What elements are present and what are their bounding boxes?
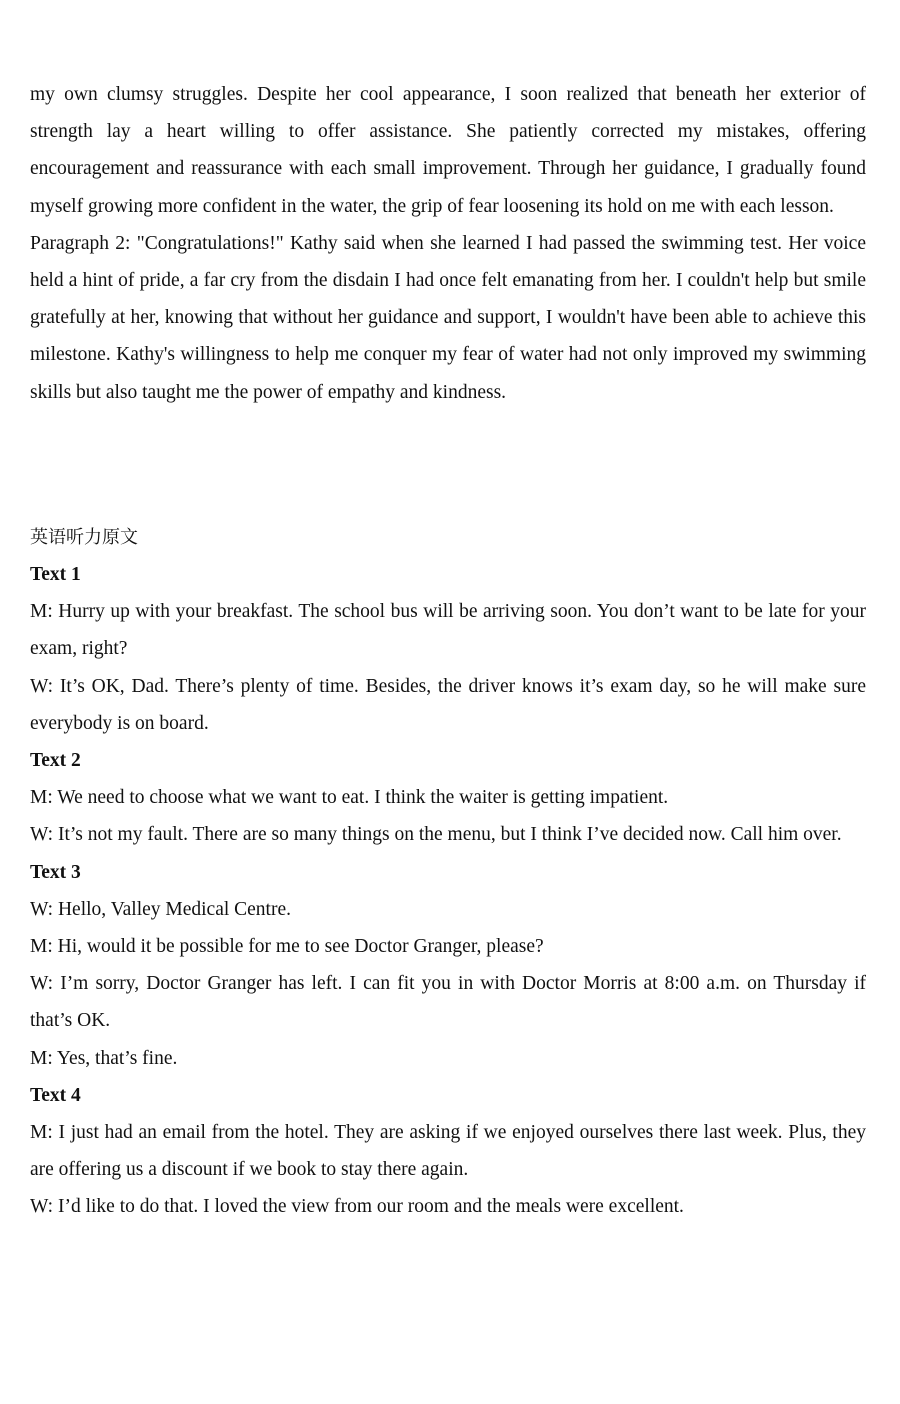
transcript-text-2	[30, 742, 866, 854]
section-spacer	[30, 411, 866, 519]
listening-transcript-title: 英语听力原文	[30, 526, 138, 548]
text-heading: Text 4	[30, 1084, 81, 1106]
dialogue-line: M: Hurry up with your breakfast. The school bus will be arriving soon. You don’t want to be late for your exam, right?	[30, 601, 866, 660]
dialogue-line: W: It’s not my fault. There are so many things on the menu, but I think I’ve decided now. Call him over.	[30, 824, 842, 846]
dialogue-line: M: Yes, that’s fine.	[30, 1047, 178, 1069]
dialogue-line: W: I’m sorry, Doctor Granger has left. I can fit you in with Doctor Morris at 8:00 a.m. on Thursday if that’s OK.	[30, 973, 866, 1032]
dialogue-line: M: I just had an email from the hotel. They are asking if we enjoyed ourselves there last week. Plus, they are offering us a discount if we book to stay there again.	[30, 1122, 866, 1181]
dialogue-line: W: It’s OK, Dad. There’s plenty of time. Besides, the driver knows it’s exam day, so he will make sure everybody is on board.	[30, 675, 866, 734]
text-heading: Text 3	[30, 861, 81, 883]
dialogue-line: W: Hello, Valley Medical Centre.	[30, 898, 292, 920]
dialogue-line: M: Hi, would it be possible for me to see Doctor Granger, please?	[30, 936, 544, 958]
essay-paragraph-1-continuation: my own clumsy struggles. Despite her cool appearance, I soon realized that beneath her exterior of strength lay a heart willing to offer assistance. She patiently corrected my mistakes, offering encouragement and reassurance with each small improvement. Through her guidance, I gradually found myself growing more confident in the water, the grip of fear loosening its hold on me with each lesson.	[30, 84, 866, 217]
transcript-text-4	[30, 1077, 866, 1226]
dialogue-line: W: I’d like to do that. I loved the view from our room and the meals were excellent.	[30, 1196, 684, 1218]
dialogue-line: M: We need to choose what we want to eat. I think the waiter is getting impatient.	[30, 787, 669, 809]
transcript-text-1	[30, 556, 866, 742]
text-heading: Text 1	[30, 564, 81, 586]
essay-paragraph-2: Paragraph 2: "Congratulations!" Kathy said when she learned I had passed the swimming test. Her voice held a hint of pride, a far cry from the disdain I had once felt emanating from her. I couldn't help but smile gratefully at her, knowing that without her guidance and support, I wouldn't have been able to achieve this milestone. Kathy's willingness to help me conquer my fear of water had not only improved my swimming skills but also taught me the power of empathy and kindness.	[30, 232, 866, 403]
transcript-text-3	[30, 854, 866, 1077]
text-heading: Text 2	[30, 750, 81, 772]
document-page	[30, 76, 866, 1226]
